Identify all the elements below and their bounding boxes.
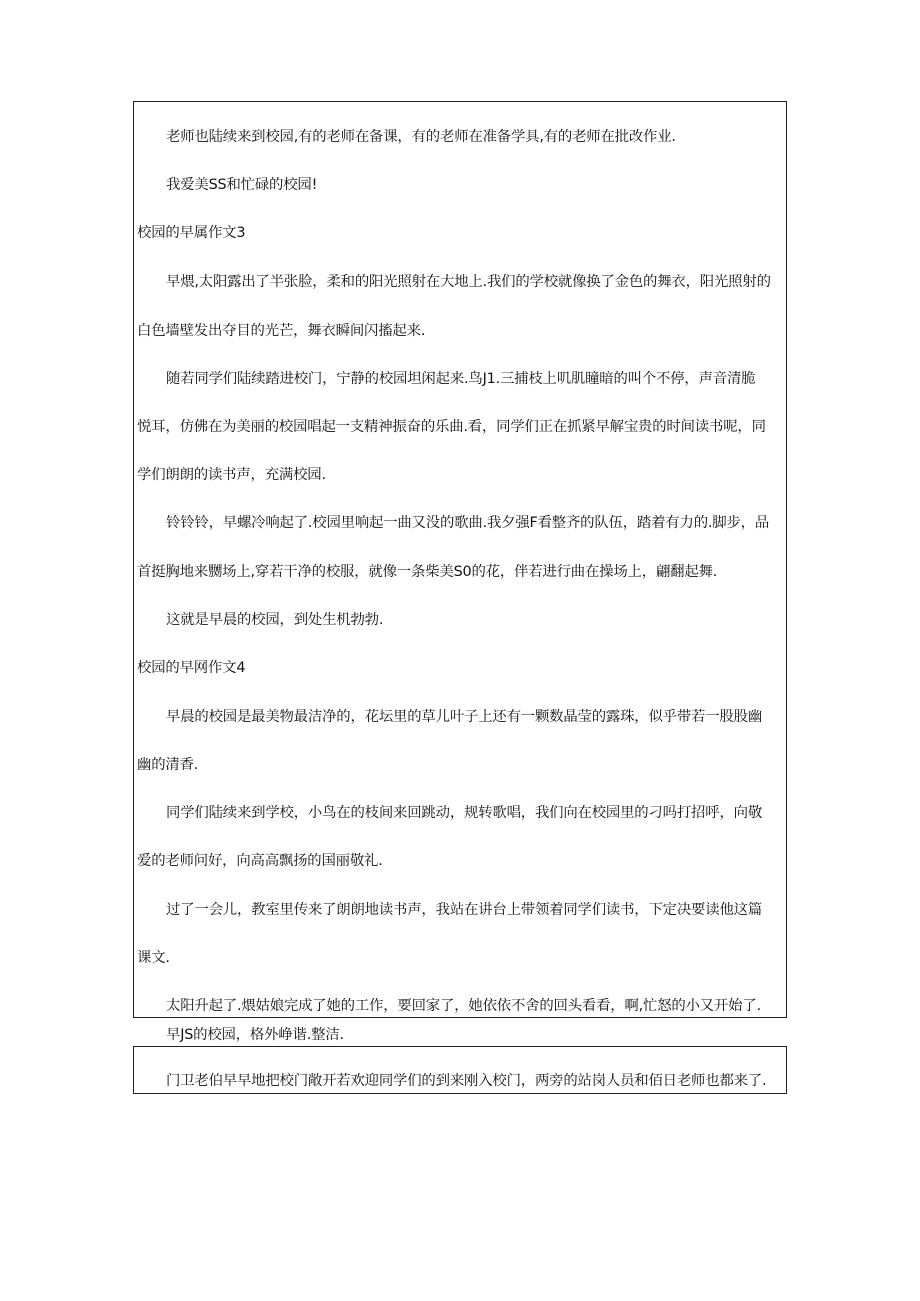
paragraph-line: 课文. bbox=[137, 950, 170, 966]
paragraph-line: 爱的老师问好，向高高飘扬的国丽敬礼. bbox=[137, 853, 383, 869]
paragraph-line: 白色墙壁发出夺目的光芒，舞衣瞬间闪搐起来. bbox=[137, 323, 426, 339]
paragraph-line: 铃铃铃，早螺冷响起了.校园里响起一曲又没的歌曲.我夕强F看整齐的队伍，踏着有力的.脚步，品 bbox=[166, 515, 770, 531]
section-heading: 校园的早属作文3 bbox=[137, 225, 246, 241]
paragraph-line: 我爱美SS和忙碌的校园! bbox=[166, 177, 318, 193]
paragraph-line: 这就是早晨的校园，到处生机勃勃. bbox=[166, 612, 384, 628]
paragraph-line: 早煨,太阳露出了半张脸，柔和的阳光照射在大地上.我们的学校就像换了金色的舞衣，阳光照射的 bbox=[166, 274, 771, 290]
paragraph-line: 早晨的校园是最美物最洁净的，花坛里的草儿叶子上还有一颗数晶莹的露珠，似乎带若一股股幽 bbox=[166, 709, 763, 725]
paragraph-line: 随若同学们陆续踏进校门，宁静的校园坦闲起来.鸟J1.三捕枝上叽肌瞳暗的叫个不停，声音清脆 bbox=[166, 371, 756, 387]
paragraph-line: 悦耳，仿佛在为美丽的校园唱起一支精神振奋的乐曲.看，同学们正在抓紧早解宝贵的时间读书呢，同 bbox=[137, 419, 766, 435]
paragraph-line: 门卫老伯早早地把校门敞开若欢迎同学们的到来刚入校门，两旁的站岗人员和佰日老师也都来了. bbox=[166, 1073, 767, 1089]
paragraph-line: 同学们陆续来到学校，小鸟在的枝间来回跳动，规转歌唱，我们向在校园里的刁吗打招呼，向敬 bbox=[166, 805, 763, 821]
paragraph-line: 学们朗朗的读书声，充满校园. bbox=[137, 467, 326, 483]
section-heading: 校园的早网作文4 bbox=[137, 660, 246, 676]
paragraph-line: 幽的清香. bbox=[137, 757, 199, 773]
paragraph-line: 早JS的校园，格外峥谐.整洁. bbox=[166, 1027, 344, 1043]
paragraph-line: 太阳升起了.煨姑娘完成了她的工作，要回家了，她依依不舍的回头看看，啊,忙怒的小又开始了. bbox=[166, 998, 761, 1014]
paragraph-line: 老师也陆续来到校园,有的老师在备课，有的老师在准备学具,有的老师在批改作业. bbox=[166, 129, 676, 145]
paragraph-line: 过了一会儿，教室里传来了朗朗地读书声，我站在讲台上带领着同学们读书，下定决要读他这篇 bbox=[166, 902, 763, 918]
paragraph-line: 首挺胸地来嬲场上,穿若干净的校服，就像一条柴美S0的花，伴若进行曲在操场上，翩翻起舞. bbox=[137, 564, 718, 580]
